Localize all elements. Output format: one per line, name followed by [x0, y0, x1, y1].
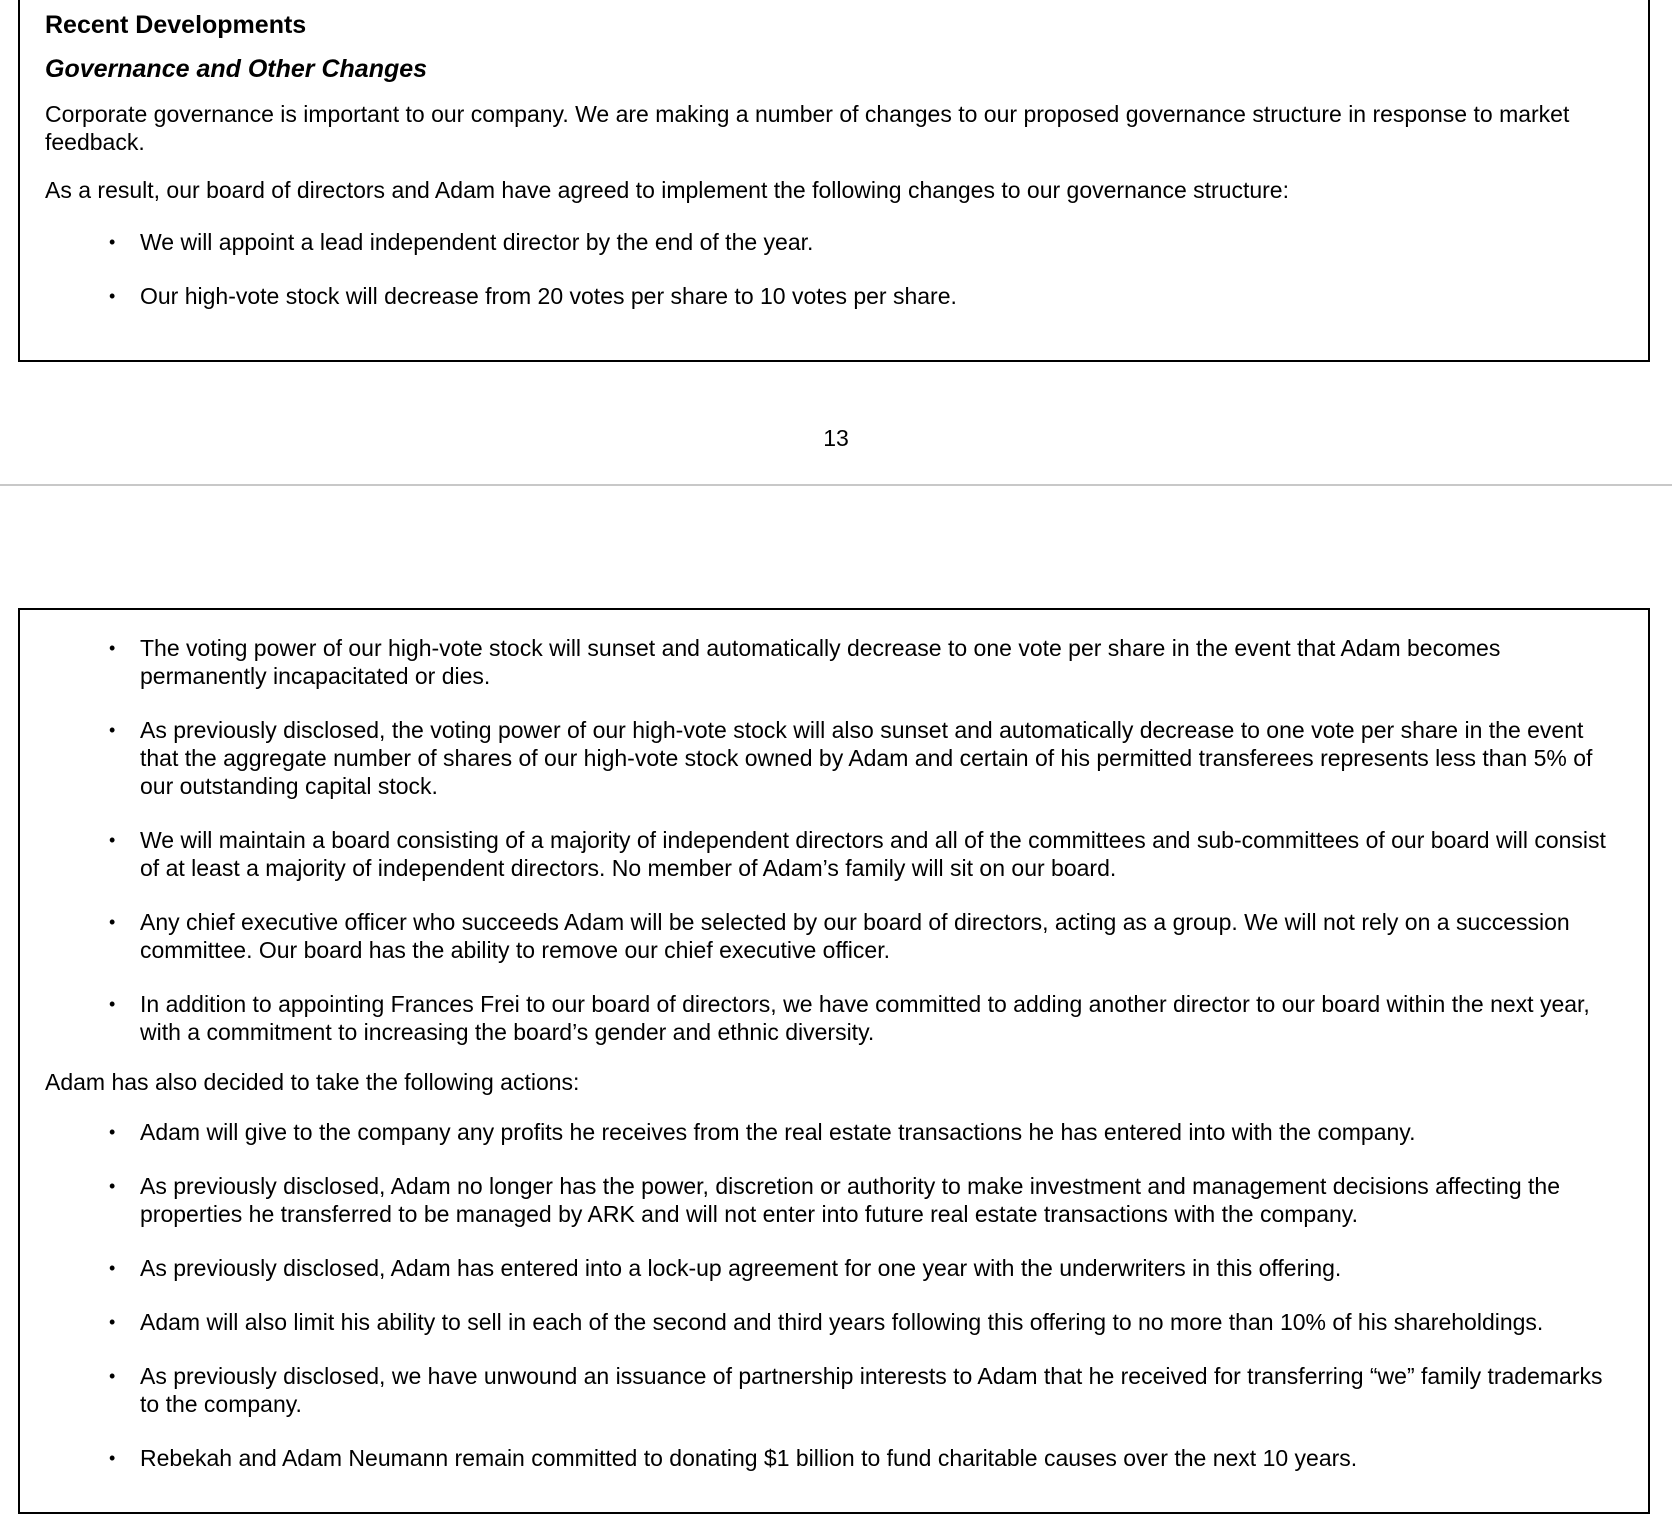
list-item	[45, 908, 1624, 964]
list-item	[45, 1444, 1624, 1472]
list-item	[45, 1308, 1624, 1336]
list-item	[45, 634, 1624, 690]
bullet-icon: •	[109, 720, 116, 740]
bullet-icon: •	[109, 286, 116, 306]
list-item-text: In addition to appointing Frances Frei to our board of directors, we have committed to adding another director to our board within the next year, with a commitment to increasing the board’s gender and ethnic diversity.	[140, 991, 1590, 1045]
section-subheading: Governance and Other Changes	[45, 55, 428, 83]
paragraph: As a result, our board of directors and Adam have agreed to implement the following changes to our governance structure:	[45, 177, 1289, 203]
list-item-text: As previously disclosed, Adam no longer has the power, discretion or authority to make investment and management decisions affecting the properties he transferred to be managed by ARK and will not enter into future real estate transactions with the company.	[140, 1173, 1560, 1227]
list-item	[45, 1254, 1624, 1282]
list-item-text: Rebekah and Adam Neumann remain committed to donating $1 billion to fund charitable causes over the next 10 years.	[140, 1445, 1358, 1471]
bullet-icon: •	[109, 1176, 116, 1196]
recent-developments-box	[18, 0, 1650, 362]
list-item	[45, 228, 1624, 256]
list-item	[45, 990, 1624, 1046]
list-item	[45, 1118, 1624, 1146]
bullet-icon: •	[109, 1448, 116, 1468]
bullet-icon: •	[109, 1366, 116, 1386]
bullet-icon: •	[109, 1312, 116, 1332]
list-item-text: As previously disclosed, the voting power of our high-vote stock will also sunset and automatically decrease to one vote per share in the event that the aggregate number of shares of our high-vote stock owned by Adam and certain of his permitted transferees represents less than 5% of our outstanding capital stock.	[140, 717, 1593, 799]
bullet-icon: •	[109, 232, 116, 252]
list-item-text: Our high-vote stock will decrease from 20 votes per share to 10 votes per share.	[140, 283, 957, 309]
bullet-list	[45, 1118, 1624, 1472]
page-number: 13	[823, 425, 849, 451]
bullet-icon: •	[109, 638, 116, 658]
list-item	[45, 282, 1624, 310]
list-item	[45, 716, 1624, 800]
paragraph: Corporate governance is important to our company. We are making a number of changes to our proposed governance structure in response to market feedback.	[45, 101, 1570, 155]
list-item	[45, 1362, 1624, 1418]
bullet-icon: •	[109, 830, 116, 850]
paragraph: Adam has also decided to take the following actions:	[45, 1069, 580, 1095]
list-item-text: The voting power of our high-vote stock will sunset and automatically decrease to one vote per share in the event that Adam becomes permanently incapacitated or dies.	[140, 635, 1501, 689]
bullet-icon: •	[109, 994, 116, 1014]
list-item-text: Adam will give to the company any profits he receives from the real estate transactions he has entered into with the company.	[140, 1119, 1416, 1145]
bullet-icon: •	[109, 1122, 116, 1142]
bullet-list	[45, 634, 1624, 1046]
list-item-text: We will maintain a board consisting of a majority of independent directors and all of the committees and sub-committees of our board will consist of at least a majority of independent directors. No member of Adam’s family will sit on our board.	[140, 827, 1606, 881]
governance-continued-box	[18, 608, 1650, 1514]
list-item-text: As previously disclosed, we have unwound an issuance of partnership interests to Adam that he received for transferring “we” family trademarks to the company.	[140, 1363, 1603, 1417]
list-item-text: As previously disclosed, Adam has entered into a lock-up agreement for one year with the underwriters in this offering.	[140, 1255, 1342, 1281]
list-item	[45, 826, 1624, 882]
list-item	[45, 1172, 1624, 1228]
bullet-icon: •	[109, 912, 116, 932]
page-divider	[0, 484, 1672, 486]
list-item-text: We will appoint a lead independent director by the end of the year.	[140, 229, 814, 255]
bullet-list	[45, 228, 1624, 310]
list-item-text: Adam will also limit his ability to sell in each of the second and third years following this offering to no more than 10% of his shareholdings.	[140, 1309, 1544, 1335]
section-heading: Recent Developments	[45, 11, 307, 39]
bullet-icon: •	[109, 1258, 116, 1278]
list-item-text: Any chief executive officer who succeeds Adam will be selected by our board of directors, acting as a group. We will not rely on a succession committee. Our board has the ability to remove our chief executive officer.	[140, 909, 1570, 963]
